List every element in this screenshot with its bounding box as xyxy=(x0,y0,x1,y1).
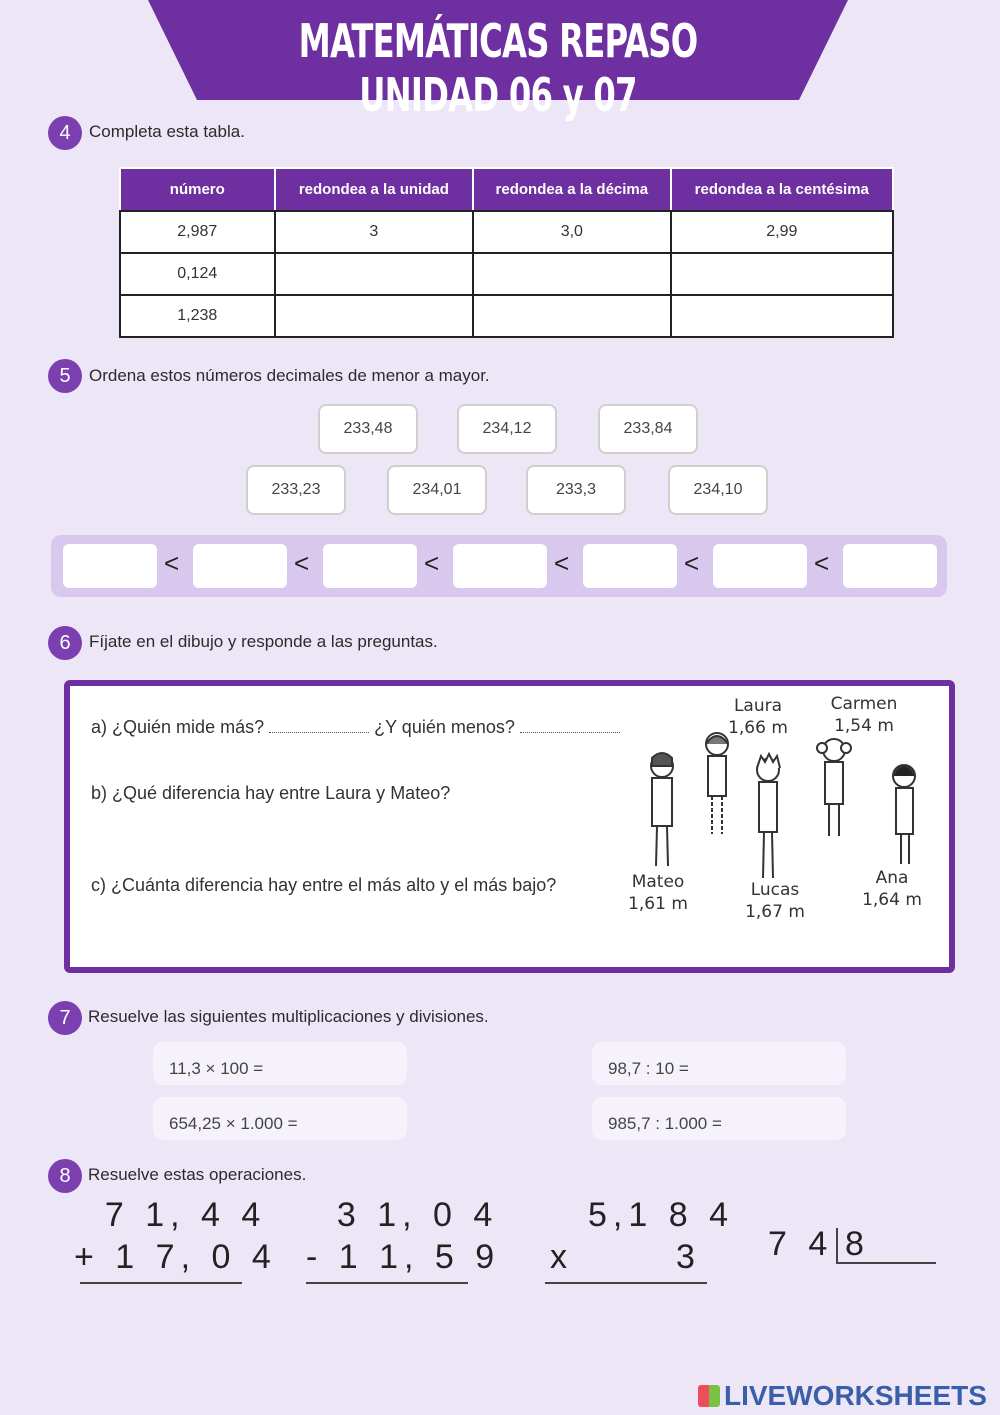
kid-name: Carmen xyxy=(830,694,898,714)
lucas-figure xyxy=(757,754,780,878)
question-number-5: 5 xyxy=(48,359,82,393)
decimal-card[interactable]: 234,01 xyxy=(387,465,487,515)
mateo-figure xyxy=(651,753,673,866)
question-number-7: 7 xyxy=(48,1001,82,1035)
kid-name: Mateo xyxy=(631,872,685,892)
table-header: redondea a la unidad xyxy=(275,168,473,211)
division-divisor: 8 xyxy=(845,1225,870,1263)
kid-height: 1,66 m xyxy=(728,718,788,738)
question-number-6: 6 xyxy=(48,626,82,660)
addition-line xyxy=(80,1282,242,1284)
decimal-card[interactable]: 234,10 xyxy=(668,465,768,515)
liveworksheets-icon xyxy=(698,1385,720,1407)
kid-height: 1,54 m xyxy=(834,716,894,736)
answer-blank-shortest[interactable] xyxy=(520,721,620,733)
order-slot[interactable] xyxy=(583,544,677,588)
question-6b-text: ¿Qué diferencia hay entre Laura y Mateo? xyxy=(112,783,451,803)
division-dividend: 7 4 xyxy=(768,1225,834,1263)
answer-cell[interactable] xyxy=(275,295,473,337)
decimal-card[interactable]: 233,84 xyxy=(598,404,698,454)
question-6c xyxy=(91,875,556,896)
less-than-sign: < xyxy=(814,548,830,578)
kid-label-laura xyxy=(718,695,798,739)
page-title: MATEMÁTICAS REPASO UNIDAD 06 y 07 xyxy=(298,14,698,122)
question-6a-text-1: ¿Quién mide más? xyxy=(112,717,265,737)
order-slot[interactable] xyxy=(323,544,417,588)
table-header: redondea a la centésima xyxy=(671,168,893,211)
answer-blank-tallest[interactable] xyxy=(269,721,369,733)
question-6c-label: c) xyxy=(91,875,106,895)
kid-label-ana xyxy=(852,867,932,911)
table-cell: 2,987 xyxy=(120,211,275,253)
brand-text: LIVEWORKSHEETS xyxy=(724,1380,987,1411)
question-6b xyxy=(91,783,450,804)
operation-field[interactable]: 654,25 × 1.000 = xyxy=(153,1097,407,1140)
decimal-card[interactable]: 233,48 xyxy=(318,404,418,454)
less-than-sign: < xyxy=(424,548,440,578)
less-than-sign: < xyxy=(294,548,310,578)
answer-cell[interactable] xyxy=(671,253,893,295)
decimal-card[interactable]: 233,23 xyxy=(246,465,346,515)
table-cell: 3 xyxy=(275,211,473,253)
question-7-instruction: Resuelve las siguientes multiplicaciones y divisiones. xyxy=(88,1007,489,1026)
table-header: redondea a la décima xyxy=(473,168,670,211)
order-slot[interactable] xyxy=(63,544,157,588)
decimal-card[interactable]: 234,12 xyxy=(457,404,557,454)
kid-name: Laura xyxy=(733,696,783,716)
kid-label-mateo xyxy=(618,871,698,915)
order-slot[interactable] xyxy=(453,544,547,588)
addition-top: 7 1, 4 4 xyxy=(74,1196,267,1234)
decimal-card[interactable]: 233,3 xyxy=(526,465,626,515)
question-6a-text-2: ¿Y quién menos? xyxy=(374,717,515,737)
table-row xyxy=(120,253,893,295)
less-than-sign: < xyxy=(554,548,570,578)
kid-label-lucas xyxy=(735,879,815,923)
table-header-row xyxy=(120,168,893,211)
laura-figure xyxy=(706,733,728,834)
rounding-table xyxy=(119,167,894,338)
operation-field[interactable]: 98,7 : 10 = xyxy=(592,1042,846,1085)
order-slot[interactable] xyxy=(713,544,807,588)
table-cell: 0,124 xyxy=(120,253,275,295)
question-6b-label: b) xyxy=(91,783,108,803)
kid-name: Ana xyxy=(875,868,909,888)
multiplication-line xyxy=(545,1282,707,1284)
question-5-instruction: Ordena estos números decimales de menor a mayor. xyxy=(89,366,490,385)
answer-cell[interactable] xyxy=(275,253,473,295)
kid-label-carmen xyxy=(822,693,906,737)
answer-cell[interactable] xyxy=(671,295,893,337)
table-row xyxy=(120,295,893,337)
question-6-instruction: Fíjate en el dibujo y responde a las preguntas. xyxy=(89,632,438,651)
multiplication-bottom: 3 xyxy=(676,1238,701,1276)
multiplication-sign: x xyxy=(550,1238,573,1276)
multiplication-top: 5,1 8 4 xyxy=(588,1196,734,1234)
carmen-figure xyxy=(817,739,851,836)
question-6a xyxy=(91,717,620,738)
kid-height: 1,64 m xyxy=(862,890,922,910)
question-6a-label: a) xyxy=(91,717,108,737)
subtraction-bottom: - 1 1, 5 9 xyxy=(306,1238,501,1276)
ana-figure xyxy=(893,765,915,864)
question-4-instruction: Completa esta tabla. xyxy=(89,122,245,141)
division-bracket-vertical xyxy=(836,1228,838,1264)
less-than-sign: < xyxy=(164,548,180,578)
kid-height: 1,61 m xyxy=(628,894,688,914)
table-cell: 2,99 xyxy=(671,211,893,253)
table-header: número xyxy=(120,168,275,211)
less-than-sign: < xyxy=(684,548,700,578)
liveworksheets-logo xyxy=(698,1380,987,1412)
question-6c-text: ¿Cuánta diferencia hay entre el más alto y el más bajo? xyxy=(111,875,557,895)
kid-name: Lucas xyxy=(750,880,800,900)
question-number-4: 4 xyxy=(48,116,82,150)
operation-field[interactable]: 985,7 : 1.000 = xyxy=(592,1097,846,1140)
order-slot[interactable] xyxy=(193,544,287,588)
table-row xyxy=(120,211,893,253)
order-slot[interactable] xyxy=(843,544,937,588)
question-8-instruction: Resuelve estas operaciones. xyxy=(88,1165,307,1184)
kid-height: 1,67 m xyxy=(745,902,805,922)
question-number-8: 8 xyxy=(48,1159,82,1193)
answer-cell[interactable] xyxy=(473,295,670,337)
table-cell: 3,0 xyxy=(473,211,670,253)
operation-field[interactable]: 11,3 × 100 = xyxy=(153,1042,407,1085)
subtraction-line xyxy=(306,1282,468,1284)
answer-cell[interactable] xyxy=(473,253,670,295)
addition-bottom: + 1 7, 0 4 xyxy=(74,1238,277,1276)
subtraction-top: 3 1, 0 4 xyxy=(306,1196,499,1234)
table-cell: 1,238 xyxy=(120,295,275,337)
